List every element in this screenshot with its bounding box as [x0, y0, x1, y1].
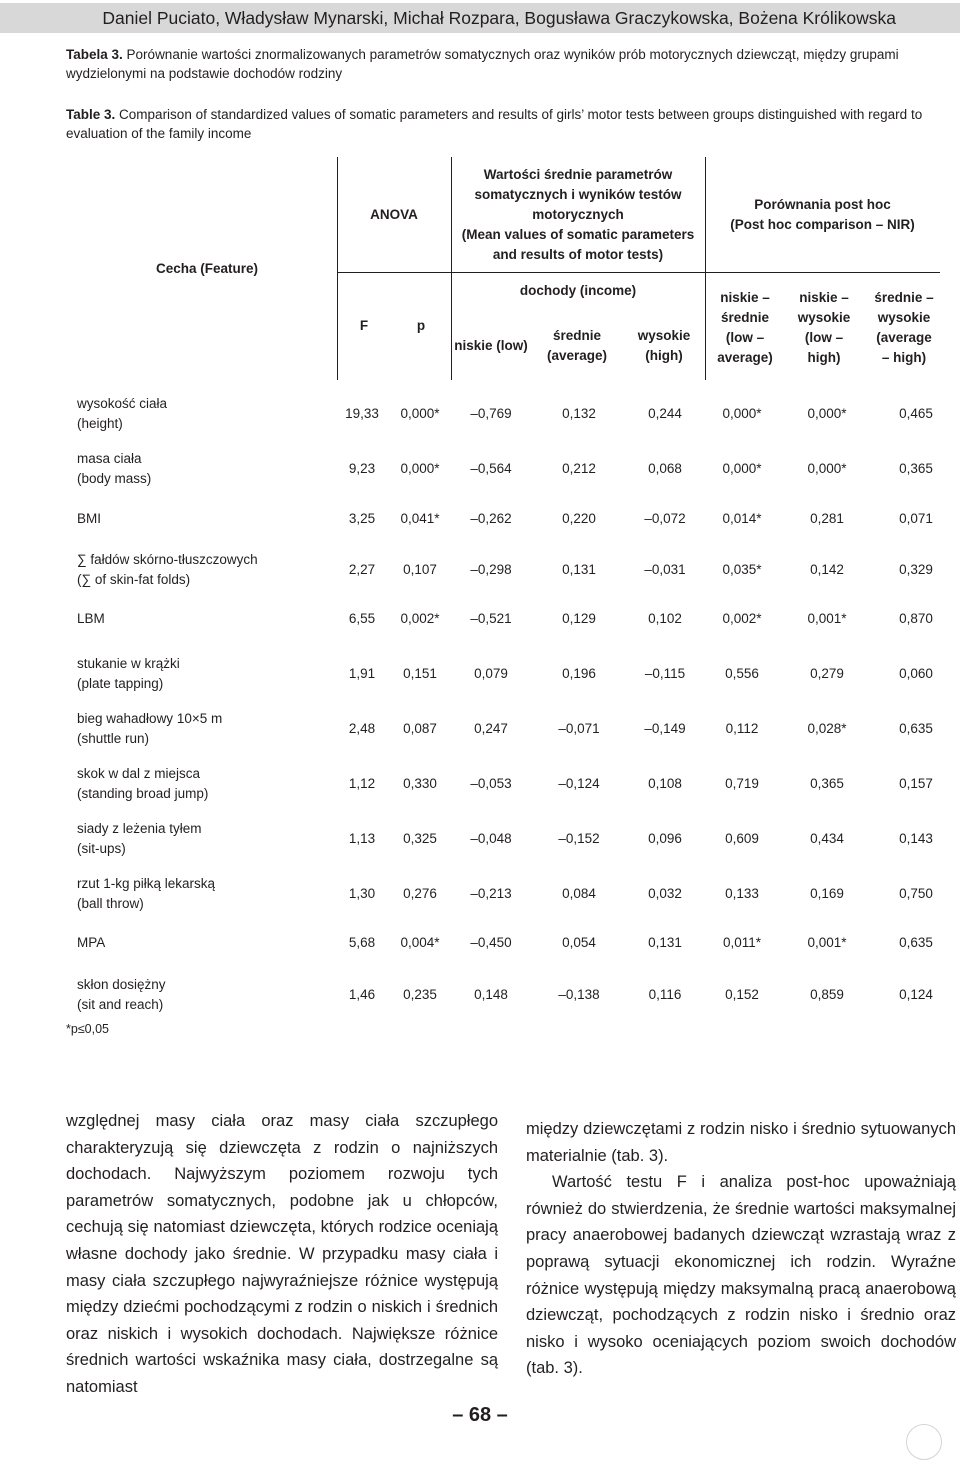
- cell-ah: 0,124: [899, 987, 933, 1002]
- header-f: F: [359, 318, 369, 333]
- cell-F: 3,25: [348, 511, 376, 526]
- header-mean-values-pl: Wartości średnie parametrów somatycznych i wyników testów motorycznych: [474, 167, 682, 222]
- feature-name-pl: MPA: [77, 935, 106, 950]
- row-feature-label: [77, 445, 337, 493]
- header-low-high: niskie – wysokie (low – high): [797, 289, 851, 365]
- row-feature-label: [77, 601, 337, 637]
- cell-lh: 0,142: [810, 562, 844, 577]
- running-header-authors: Daniel Puciato, Władysław Mynarski, Michał Rozpara, Bogusława Graczykowska, Bożena Królikowska: [102, 8, 896, 28]
- feature-name-en: (∑ of skin-fat folds): [77, 572, 191, 587]
- feature-name-en: (sit and reach): [77, 997, 164, 1012]
- cell-la: 0,014*: [722, 511, 762, 526]
- cell-high: –0,149: [644, 721, 686, 736]
- feature-name-en: (body mass): [77, 471, 152, 486]
- row-feature-label: [77, 760, 337, 808]
- cell-ah: 0,750: [899, 886, 933, 901]
- cell-la: 0,719: [725, 776, 759, 791]
- header-mean-values-en: (Mean values of somatic parameters and results of motor tests): [461, 227, 695, 262]
- cell-p: 0,276: [403, 886, 437, 901]
- cell-low: –0,298: [470, 562, 512, 577]
- cell-F: 9,23: [348, 461, 376, 476]
- cell-high: –0,072: [644, 511, 686, 526]
- feature-name-pl: LBM: [77, 611, 105, 626]
- cell-high: 0,108: [648, 776, 682, 791]
- cell-p: 0,087: [403, 721, 437, 736]
- cell-la: 0,011*: [722, 935, 762, 950]
- cell-F: 2,27: [348, 562, 376, 577]
- feature-name-pl: wysokość ciała: [77, 396, 168, 411]
- feature-name-en: (standing broad jump): [77, 786, 209, 801]
- cell-p: 0,000*: [400, 406, 440, 421]
- feature-name-pl: siady z leżenia tyłem: [77, 821, 202, 836]
- header-posthoc: [705, 157, 940, 272]
- cell-p: 0,002*: [400, 611, 440, 626]
- page-number: – 68 –: [452, 1404, 508, 1426]
- cell-avg: 0,084: [562, 886, 596, 901]
- cell-lh: 0,169: [810, 886, 844, 901]
- cell-ah: 0,870: [899, 611, 933, 626]
- feature-name-pl: BMI: [77, 511, 102, 526]
- cell-lh: 0,281: [810, 511, 844, 526]
- cell-low: –0,769: [470, 406, 512, 421]
- cell-ah: 0,465: [899, 406, 933, 421]
- cell-p: 0,004*: [400, 935, 440, 950]
- cell-high: 0,096: [648, 831, 682, 846]
- cell-p: 0,041*: [400, 511, 440, 526]
- cell-low: 0,148: [474, 987, 508, 1002]
- cell-lh: 0,028*: [807, 721, 847, 736]
- running-header-bar: [0, 3, 960, 33]
- cell-ah: 0,329: [899, 562, 933, 577]
- cell-ah: 0,635: [899, 721, 933, 736]
- cell-p: 0,325: [403, 831, 437, 846]
- table-footnote: *p≤0,05: [66, 1022, 110, 1036]
- cell-low: –0,053: [470, 776, 512, 791]
- cell-high: 0,116: [648, 987, 682, 1002]
- cell-lh: 0,001*: [807, 611, 847, 626]
- cell-lh: 0,279: [810, 666, 844, 681]
- feature-name-pl: masa ciała: [77, 451, 142, 466]
- cell-avg: 0,129: [562, 611, 596, 626]
- cell-F: 2,48: [348, 721, 376, 736]
- cell-lh: 0,000*: [807, 461, 847, 476]
- cell-low: –0,564: [470, 461, 512, 476]
- body-text-right-column: [526, 1116, 956, 1382]
- header-posthoc-en: (Post hoc comparison – NIR): [730, 216, 915, 232]
- cell-low: –0,450: [470, 935, 512, 950]
- cell-p: 0,235: [403, 987, 437, 1002]
- feature-name-en: (plate tapping): [77, 676, 164, 691]
- cell-F: 1,12: [348, 776, 376, 791]
- cell-avg: 0,212: [562, 461, 596, 476]
- feature-name-pl: skłon dosiężny: [77, 977, 166, 992]
- header-posthoc-pl: Porównania post hoc: [754, 196, 891, 212]
- cell-la: 0,133: [725, 886, 759, 901]
- cell-lh: 0,001*: [807, 935, 847, 950]
- caption-text-en: Comparison of standardized values of somatic parameters and results of girls’ motor tests between groups distinguished with regard to evaluation of the family income: [66, 107, 923, 141]
- cell-high: –0,031: [644, 562, 686, 577]
- header-rule-h-posthoc: [705, 272, 940, 273]
- header-anova: ANOVA: [370, 206, 418, 222]
- cell-F: 1,13: [348, 831, 376, 846]
- header-mean-values: [453, 160, 703, 270]
- feature-name-en: (ball throw): [77, 896, 144, 911]
- cell-high: 0,244: [648, 406, 682, 421]
- cell-la: 0,002*: [722, 611, 762, 626]
- cell-F: 1,46: [348, 987, 376, 1002]
- cell-ah: 0,143: [899, 831, 933, 846]
- cell-la: 0,000*: [722, 461, 762, 476]
- cell-low: 0,247: [474, 721, 508, 736]
- cell-F: 1,30: [348, 886, 376, 901]
- row-feature-label: [77, 501, 337, 537]
- cell-la: 0,000*: [722, 406, 762, 421]
- body-paragraph: względnej masy ciała oraz masy ciała szczupłego charakteryzują się dziewczęta z rodzin o najniższych dochodach. Najwyższym poziomem rozwoju tych parametrów somatycznych, podobne jak u chłopców, cechują się natomiast dziewczęta, których rodzice oceniają własne dochody jako średnie. W przypadku masy ciała i masy ciała szczupłego najwyraźniejsze różnice występują między dziećmi pochodzącymi z rodzin o niskich i średnich oraz niskich i wysokich dochodach. Największe różnice średnich wartości wskaźnika masy ciała, dostrzegalne są natomiast: [66, 1112, 498, 1396]
- cell-low: –0,262: [470, 511, 512, 526]
- feature-name-pl: skok w dal z miejsca: [77, 766, 201, 781]
- header-low-average: niskie – średnie (low – average): [717, 289, 773, 365]
- cell-p: 0,107: [403, 562, 437, 577]
- cell-ah: 0,365: [899, 461, 933, 476]
- cell-avg: 0,220: [562, 511, 596, 526]
- row-feature-label: [77, 705, 337, 753]
- row-feature-label: [77, 971, 337, 1019]
- header-average-high: średnie – wysokie (average – high): [874, 289, 934, 365]
- cell-avg: 0,196: [562, 666, 596, 681]
- row-feature-label: [77, 870, 337, 918]
- cell-lh: 0,434: [810, 831, 844, 846]
- header-high: wysokie (high): [637, 328, 691, 363]
- header-p: p: [416, 318, 426, 333]
- cell-high: 0,131: [648, 935, 682, 950]
- cell-p: 0,330: [403, 776, 437, 791]
- caption-label-pl: Tabela 3.: [66, 47, 123, 62]
- cell-low: –0,048: [470, 831, 512, 846]
- cell-la: 0,152: [725, 987, 759, 1002]
- cell-avg: –0,071: [558, 721, 600, 736]
- body-text-left-column: [66, 1108, 498, 1401]
- header-average: średnie (average): [546, 328, 608, 363]
- cell-F: 5,68: [348, 935, 376, 950]
- body-paragraph: Wartość testu F i analiza post-hoc upoważniają również do stwierdzenia, że średnie wartości maksymalnej pracy anaerobowej badanych dziewcząt wzrastają wraz z poprawą sytuacji ekonomicznej ich rodzin. Wyraźne różnice występują między maksymalną pracą anaerobową dziewcząt, pochodzących z rodzin nisko i średnio oraz nisko i wysoko oceniających poziom swoich dochodów (tab. 3).: [526, 1173, 956, 1378]
- feature-name-en: (height): [77, 416, 123, 431]
- cell-avg: 0,131: [562, 562, 596, 577]
- header-low: niskie (low): [454, 338, 528, 353]
- feature-name-en: (sit-ups): [77, 841, 126, 856]
- body-paragraph: między dziewczętami z rodzin nisko i średnio sytuowanych materialnie (tab. 3).: [526, 1120, 956, 1165]
- caption-label-en: Table 3.: [66, 107, 116, 122]
- caption-text-pl: Porównanie wartości znormalizowanych parametrów somatycznych oraz wyników prób motorycznych dziewcząt, między grupami wydzielonymi na podstawie dochodów rodziny: [66, 47, 899, 81]
- cell-avg: 0,132: [562, 406, 596, 421]
- feature-name-pl: bieg wahadłowy 10×5 m: [77, 711, 223, 726]
- feature-name-pl: ∑ fałdów skórno-tłuszczowych: [77, 552, 258, 567]
- cell-ah: 0,060: [899, 666, 933, 681]
- header-rule-h-means: [451, 272, 705, 273]
- publisher-seal-icon: [906, 1424, 942, 1460]
- cell-la: 0,556: [725, 666, 759, 681]
- cell-lh: 0,859: [810, 987, 844, 1002]
- cell-ah: 0,157: [899, 776, 933, 791]
- cell-ah: 0,635: [899, 935, 933, 950]
- row-feature-label: [77, 815, 337, 863]
- cell-high: –0,115: [644, 666, 686, 681]
- cell-lh: 0,000*: [807, 406, 847, 421]
- feature-name-pl: stukanie w krążki: [77, 656, 180, 671]
- cell-p: 0,151: [403, 666, 437, 681]
- row-feature-label: [77, 925, 337, 961]
- row-feature-label: [77, 390, 337, 438]
- cell-ah: 0,071: [899, 511, 933, 526]
- cell-lh: 0,365: [810, 776, 844, 791]
- row-feature-label: [77, 544, 337, 596]
- header-income: dochody (income): [519, 283, 637, 298]
- cell-low: –0,521: [470, 611, 512, 626]
- cell-low: –0,213: [470, 886, 512, 901]
- cell-la: 0,112: [725, 721, 759, 736]
- cell-low: 0,079: [474, 666, 508, 681]
- table-caption-english: [66, 105, 946, 143]
- table-caption-polish: [66, 45, 946, 83]
- header-feature: Cecha (Feature): [155, 260, 259, 276]
- cell-la: 0,609: [725, 831, 759, 846]
- cell-p: 0,000*: [400, 461, 440, 476]
- row-feature-label: [77, 650, 337, 698]
- cell-high: 0,068: [648, 461, 682, 476]
- cell-F: 1,91: [348, 666, 376, 681]
- cell-avg: 0,054: [562, 935, 596, 950]
- cell-la: 0,035*: [722, 562, 762, 577]
- feature-name-en: (shuttle run): [77, 731, 150, 746]
- cell-avg: –0,124: [558, 776, 600, 791]
- cell-F: 6,55: [348, 611, 376, 626]
- cell-high: 0,102: [648, 611, 682, 626]
- cell-avg: –0,138: [558, 987, 600, 1002]
- feature-name-pl: rzut 1-kg piłką lekarską: [77, 876, 216, 891]
- cell-high: 0,032: [648, 886, 682, 901]
- cell-avg: –0,152: [558, 831, 600, 846]
- cell-F: 19,33: [345, 406, 379, 421]
